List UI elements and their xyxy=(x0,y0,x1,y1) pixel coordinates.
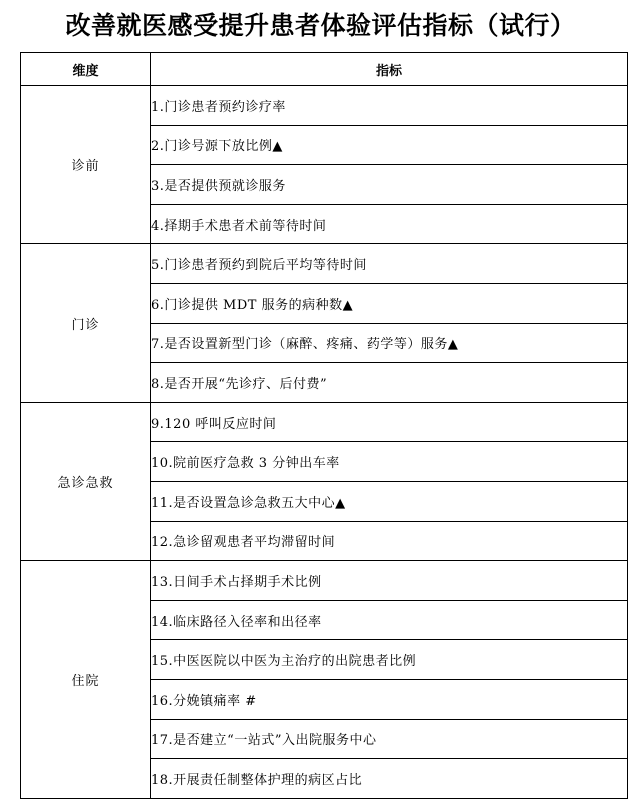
table-header-row xyxy=(21,53,628,86)
indicator-cell: 15.中医医院以中医为主治疗的出院患者比例 xyxy=(151,640,628,680)
indicator-cell: 14.临床路径入径率和出径率 xyxy=(151,600,628,640)
indicator-cell: 1.门诊患者预约诊疗率 xyxy=(151,86,628,126)
dimension-header: 维度 xyxy=(21,53,151,86)
table-row xyxy=(21,86,628,126)
table-row xyxy=(21,561,628,601)
indicator-cell: 4.择期手术患者术前等待时间 xyxy=(151,204,628,244)
indicator-cell: 16.分娩镇痛率 # xyxy=(151,679,628,719)
indicator-cell: 2.门诊号源下放比例▲ xyxy=(151,125,628,165)
indicator-cell: 3.是否提供预就诊服务 xyxy=(151,165,628,205)
dimension-cell: 急诊急救 xyxy=(21,402,151,560)
indicator-cell: 9.120 呼叫反应时间 xyxy=(151,402,628,442)
table-row xyxy=(21,402,628,442)
indicator-cell: 13.日间手术占择期手术比例 xyxy=(151,561,628,601)
indicator-cell: 11.是否设置急诊急救五大中心▲ xyxy=(151,481,628,521)
indicator-cell: 18.开展责任制整体护理的病区占比 xyxy=(151,759,628,799)
table-row xyxy=(21,244,628,284)
indicator-cell: 12.急诊留观患者平均滞留时间 xyxy=(151,521,628,561)
indicator-cell: 6.门诊提供 MDT 服务的病种数▲ xyxy=(151,283,628,323)
indicator-table xyxy=(20,52,628,799)
indicator-cell: 10.院前医疗急救 3 分钟出车率 xyxy=(151,442,628,482)
indicator-cell: 7.是否设置新型门诊（麻醉、疼痛、药学等）服务▲ xyxy=(151,323,628,363)
indicator-cell: 17.是否建立“一站式”入出院服务中心 xyxy=(151,719,628,759)
dimension-cell: 诊前 xyxy=(21,86,151,244)
dimension-cell: 住院 xyxy=(21,561,151,799)
dimension-cell: 门诊 xyxy=(21,244,151,402)
page-title: 改善就医感受提升患者体验评估指标（试行） xyxy=(65,11,576,40)
indicator-cell: 8.是否开展“先诊疗、后付费” xyxy=(151,363,628,403)
indicator-cell: 5.门诊患者预约到院后平均等待时间 xyxy=(151,244,628,284)
indicator-header: 指标 xyxy=(151,53,628,86)
